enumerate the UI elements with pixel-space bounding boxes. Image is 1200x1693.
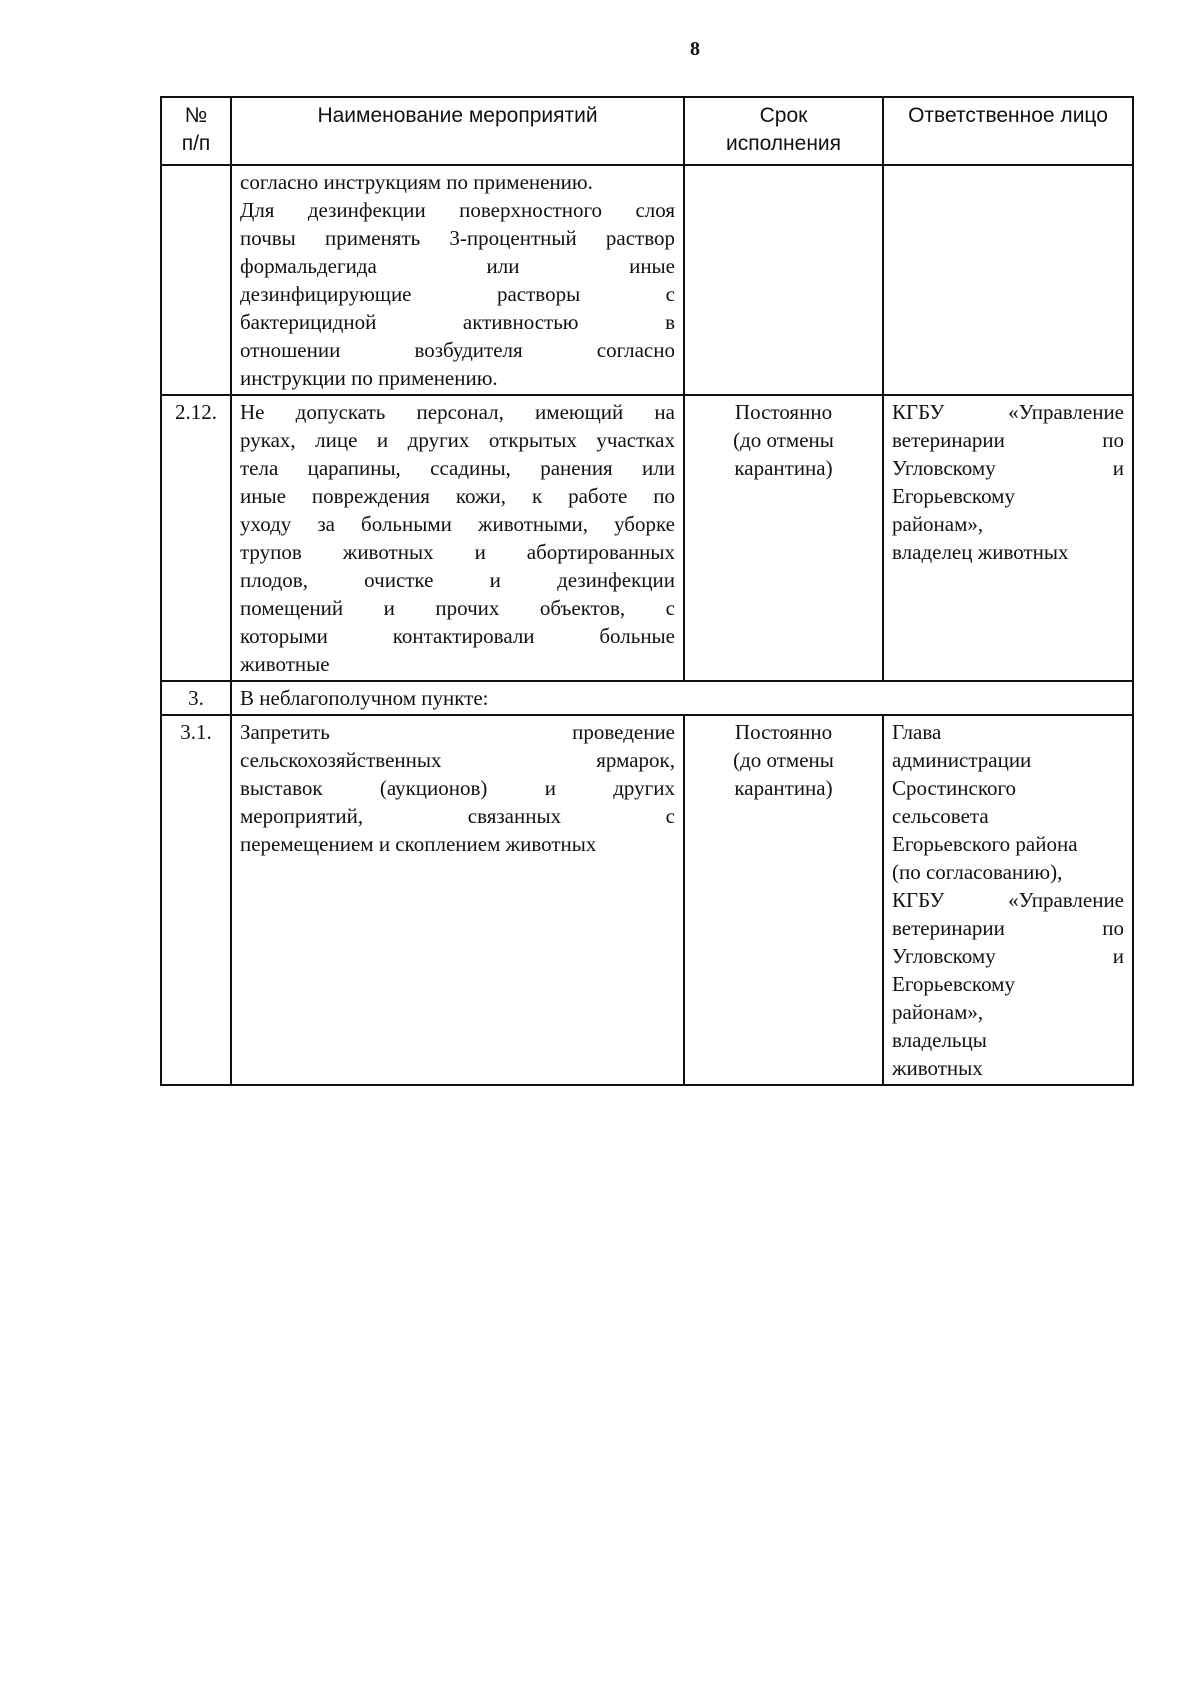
responsible-line: Егорьевскому	[892, 972, 1015, 996]
measure-line: перемещением и скоплением животных	[240, 832, 597, 856]
responsible-line: Угловскому и	[892, 456, 1124, 480]
table-row	[161, 165, 1133, 395]
responsible-line: животных	[892, 1056, 983, 1080]
term-line: карантина)	[734, 456, 833, 480]
measure-line: инструкции по применению.	[240, 366, 498, 390]
responsible-line: владельцы	[892, 1028, 987, 1052]
row-term	[684, 715, 883, 1085]
responsible-line: районам»,	[892, 1000, 984, 1024]
measure-line: которыми контактировали больные	[240, 624, 675, 648]
measure-line: дезинфицирующие растворы с	[240, 282, 675, 306]
measure-line: животные	[240, 652, 330, 676]
table-section-row	[161, 681, 1133, 715]
measure-line: руках, лице и других открытых участках	[240, 428, 675, 452]
measure-line: мероприятий, связанных с	[240, 804, 675, 828]
measure-line: тела царапины, ссадины, ранения или	[240, 456, 675, 480]
measure-line: почвы применять 3-процентный раствор	[240, 226, 675, 250]
measure-line: выставок (аукционов) и других	[240, 776, 675, 800]
responsible-line: ветеринарии по	[892, 916, 1124, 940]
row-term	[684, 395, 883, 681]
row-measure	[231, 715, 684, 1085]
measure-line: плодов, очистке и дезинфекции	[240, 568, 675, 592]
term-line: (до отмены	[733, 428, 834, 452]
responsible-line: Сростинского	[892, 776, 1017, 800]
responsible-line: КГБУ «Управление	[892, 400, 1124, 424]
measure-line: Запретить проведение	[240, 720, 675, 744]
responsible-line: Егорьевскому	[892, 484, 1015, 508]
table-row	[161, 395, 1133, 681]
measure-line: отношении возбудителя согласно	[240, 338, 675, 362]
responsible-line: Угловскому и	[892, 944, 1124, 968]
term-line: Постоянно	[734, 720, 833, 744]
measure-line: иные повреждения кожи, к работе по	[240, 484, 675, 508]
measure-line: Не допускать персонал, имеющий на	[240, 400, 675, 424]
responsible-line: Егорьевского района	[892, 832, 1078, 856]
measure-line: трупов животных и абортированных	[240, 540, 675, 564]
responsible-line: Глава	[892, 720, 942, 744]
measure-line: сельскохозяйственных ярмарок,	[240, 748, 675, 772]
row-responsible	[883, 715, 1133, 1085]
measure-line: уходу за больными животными, уборке	[240, 512, 675, 536]
row-measure	[231, 395, 684, 681]
measure-line: согласно инструкциям по применению.	[240, 170, 593, 194]
header-num: № п/п	[161, 97, 231, 165]
measure-line: Для дезинфекции поверхностного слоя	[240, 198, 675, 222]
responsible-line: ветеринарии по	[892, 428, 1124, 452]
measure-line: помещений и прочих объектов, с	[240, 596, 675, 620]
page-number: 8	[690, 38, 700, 60]
term-line: Постоянно	[734, 400, 833, 424]
term-line: (до отмены	[733, 748, 834, 772]
responsible-line: (по согласованию),	[892, 860, 1063, 884]
row-responsible	[883, 395, 1133, 681]
responsible-line: администрации	[892, 748, 1032, 772]
responsible-line: районам»,	[892, 512, 984, 536]
responsible-line: КГБУ «Управление	[892, 888, 1124, 912]
responsible-line: владелец животных	[892, 540, 1069, 564]
responsible-line: сельсовета	[892, 804, 989, 828]
table-header-row	[161, 97, 1133, 165]
row-measure	[231, 165, 684, 395]
header-responsible: Ответственное лицо	[883, 97, 1133, 165]
header-term: Срок исполнения	[684, 97, 883, 165]
term-line: карантина)	[734, 776, 833, 800]
measure-line: формальдегида или иные	[240, 254, 675, 278]
row-number: 3.	[161, 681, 231, 715]
header-name: Наименование мероприятий	[231, 97, 684, 165]
measure-line: бактерицидной активностью в	[240, 310, 675, 334]
row-number: 3.1.	[161, 715, 231, 1085]
section-title: В неблагополучном пункте:	[231, 681, 1133, 715]
table-row	[161, 715, 1133, 1085]
row-term	[684, 165, 883, 395]
row-responsible	[883, 165, 1133, 395]
row-number	[161, 165, 231, 395]
measures-table	[160, 96, 1134, 1086]
row-number: 2.12.	[161, 395, 231, 681]
